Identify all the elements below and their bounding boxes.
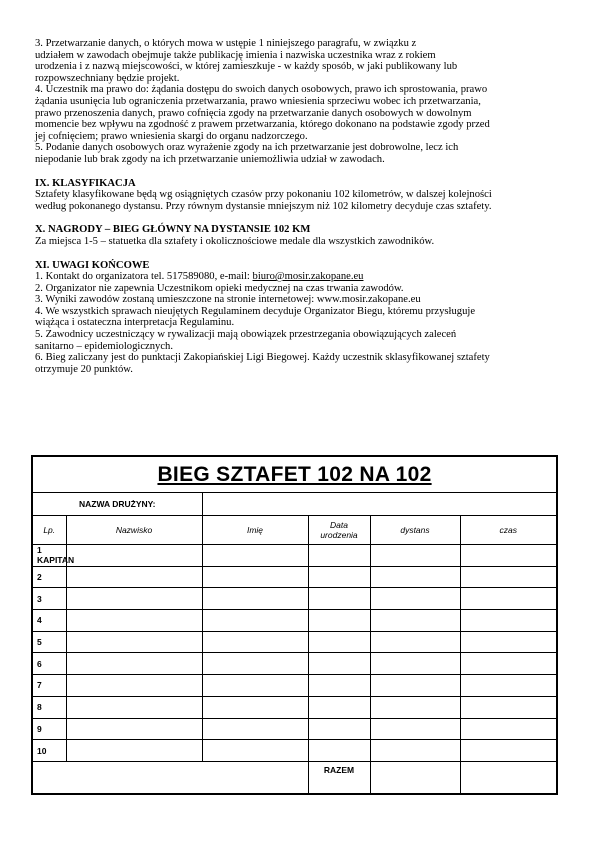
name-field[interactable] [202,653,308,675]
remark-2: 2. Organizator nie zapewnia Uczestnikom opieki medycznej na czas trwania zawodów. [35,282,404,294]
runner-row [32,566,557,588]
header-name: Imię [202,516,308,545]
surname-field[interactable] [66,545,202,567]
time-field[interactable] [460,718,557,740]
remark-1 [35,271,557,283]
dob-field[interactable] [308,696,370,718]
clause-4-line: prawo przenoszenia danych, prawo cofnięcia zgody na przetwarzanie danych osobowych w dowolnym [35,107,472,119]
dob-field[interactable] [308,610,370,632]
name-field[interactable] [202,740,308,762]
team-name-field[interactable] [202,493,557,516]
form-title-cell [32,456,557,493]
clause-5-line: niepodanie lub brak zgody na ich przetwarzanie uniemożliwia udział w zawodach. [35,153,385,165]
clause-4-line: momencie bez wpływu na zgodność z prawem przetwarzania, którego dokonano na podstawie zgody przed [35,119,490,131]
remark-6: 6. Bieg zaliczany jest do punktacji Zakopiańskiej Ligi Biegowej. Każdy uczestnik sklasyfikowanej sztafety [35,352,490,364]
name-field[interactable] [202,718,308,740]
runner-rows [32,545,557,762]
runner-number: 5 [32,631,66,653]
section-9-line: według pokonanego dystansu. Przy równym dystansie mniejszym niż 102 kilometry decyduje czas sztafety. [35,200,492,212]
distance-field[interactable] [370,718,460,740]
name-field[interactable] [202,588,308,610]
header-time: czas [460,516,557,545]
distance-field[interactable] [370,696,460,718]
runner-number: 3 [32,588,66,610]
relay-registration-form [31,455,558,795]
dob-field[interactable] [308,588,370,610]
section-9-heading: IX. KLASYFIKACJA [35,177,136,189]
dob-field[interactable] [308,740,370,762]
dob-field[interactable] [308,545,370,567]
section-11-heading: XI. UWAGI KOŃCOWE [35,259,150,271]
runner-number: 8 [32,696,66,718]
remark-5: sanitarno – epidemiologicznych. [35,340,173,352]
remark-4: 4. We wszystkich sprawach nieujętych Regulaminem decyduje Organizator Biegu, któremu przysługuje [35,305,476,317]
regulations-text [35,38,557,375]
header-dob-line2: urodzenia [320,530,358,540]
runner-row [32,675,557,697]
email-link[interactable]: biuro@mosir.zakopane.eu [252,271,364,283]
surname-field[interactable] [66,675,202,697]
form-title: BIEG SZTAFET 102 NA 102 [157,462,432,486]
surname-field[interactable] [66,588,202,610]
time-field[interactable] [460,545,557,567]
distance-field[interactable] [370,545,460,567]
footer-blank [32,761,308,794]
section-10-line: Za miejsca 1-5 – statuetka dla sztafety i okolicznościowe medale dla wszystkich zawodników. [35,235,435,247]
distance-field[interactable] [370,610,460,632]
remark-1-text: 1. Kontakt do organizatora tel. 517589080, e-mail: [35,271,253,283]
name-field[interactable] [202,566,308,588]
clause-4-line: jej cofnięciem; prawo wniesienia skargi do organu nadzorczego. [35,130,308,142]
distance-field[interactable] [370,675,460,697]
time-field[interactable] [460,696,557,718]
section-10-heading: X. NAGRODY – BIEG GŁÓWNY NA DYSTANSIE 102 KM [35,224,311,236]
runner-row [32,653,557,675]
runner-row [32,740,557,762]
distance-field[interactable] [370,588,460,610]
clause-3-line: urodzenia i z nazwą miejscowości, w której zamieszkuje - w każdy sposób, w jaki publikowany lub [35,61,458,73]
dob-field[interactable] [308,653,370,675]
distance-field[interactable] [370,631,460,653]
surname-field[interactable] [66,631,202,653]
runner-number: 10 [32,740,66,762]
remark-4: wiążąca i ostateczna interpretacja Regulaminu. [35,317,235,329]
surname-field[interactable] [66,718,202,740]
surname-field[interactable] [66,566,202,588]
name-field[interactable] [202,696,308,718]
runner-row [32,718,557,740]
team-name-label: NAZWA DRUŻYNY: [32,493,202,516]
name-field[interactable] [202,545,308,567]
name-field[interactable] [202,631,308,653]
header-dob-line1: Data [330,520,348,530]
dob-field[interactable] [308,718,370,740]
time-field[interactable] [460,631,557,653]
remark-6: otrzymuje 20 punktów. [35,363,133,375]
clause-3-line: rozpowszechniany będzie projekt. [35,72,180,84]
time-field[interactable] [460,566,557,588]
total-time-field[interactable] [460,761,557,794]
remark-3: 3. Wyniki zawodów zostaną umieszczone na stronie internetowej: www.mosir.zakopane.eu [35,294,421,306]
runner-row [32,610,557,632]
distance-field[interactable] [370,653,460,675]
remark-5: 5. Zawodnicy uczestniczący w rywalizacji mają obowiązek przestrzegania obowiązujących zaleceń [35,329,457,341]
runner-row [32,588,557,610]
time-field[interactable] [460,653,557,675]
time-field[interactable] [460,610,557,632]
name-field[interactable] [202,675,308,697]
time-field[interactable] [460,740,557,762]
distance-field[interactable] [370,740,460,762]
time-field[interactable] [460,588,557,610]
runner-number: 2 [32,566,66,588]
surname-field[interactable] [66,610,202,632]
dob-field[interactable] [308,631,370,653]
section-9-line: Sztafety klasyfikowane będą wg osiągniętych czasów przy pokonaniu 102 kilometrów, w dalszej kolejności [35,189,492,201]
surname-field[interactable] [66,696,202,718]
runner-row [32,696,557,718]
runner-number: 7 [32,675,66,697]
clause-5-line: 5. Podanie danych osobowych oraz wyrażenie zgody na ich przetwarzanie jest dobrowolne, lecz ich [35,142,459,154]
total-label: RAZEM [308,761,370,794]
dob-field[interactable] [308,566,370,588]
clause-4-line: 4. Uczestnik ma prawo do: żądania dostępu do swoich danych osobowych, prawo ich sprostowania, prawo [35,84,488,96]
name-field[interactable] [202,610,308,632]
header-lp: Lp. [32,516,66,545]
runner-number: 1 KAPITAN [32,545,66,567]
runner-row [32,631,557,653]
total-distance-field[interactable] [370,761,460,794]
surname-field[interactable] [66,740,202,762]
surname-field[interactable] [66,653,202,675]
header-dob [308,516,370,545]
runner-number: 6 [32,653,66,675]
clause-3-line: 3. Przetwarzanie danych, o których mowa w ustępie 1 niniejszego paragrafu, w związku z [35,38,417,49]
runner-number: 4 [32,610,66,632]
header-surname: Nazwisko [66,516,202,545]
clause-4-line: żądania usunięcia lub ograniczenia przetwarzania, prawo wniesienia sprzeciwu wobec ich przetwarzania, [35,95,481,107]
runner-row [32,545,557,567]
header-distance: dystans [370,516,460,545]
time-field[interactable] [460,675,557,697]
runner-number: 9 [32,718,66,740]
dob-field[interactable] [308,675,370,697]
clause-3-line: udziałem w zawodach obejmuje także publikację imienia i nazwiska uczestnika wraz z rokiem [35,49,436,61]
distance-field[interactable] [370,566,460,588]
